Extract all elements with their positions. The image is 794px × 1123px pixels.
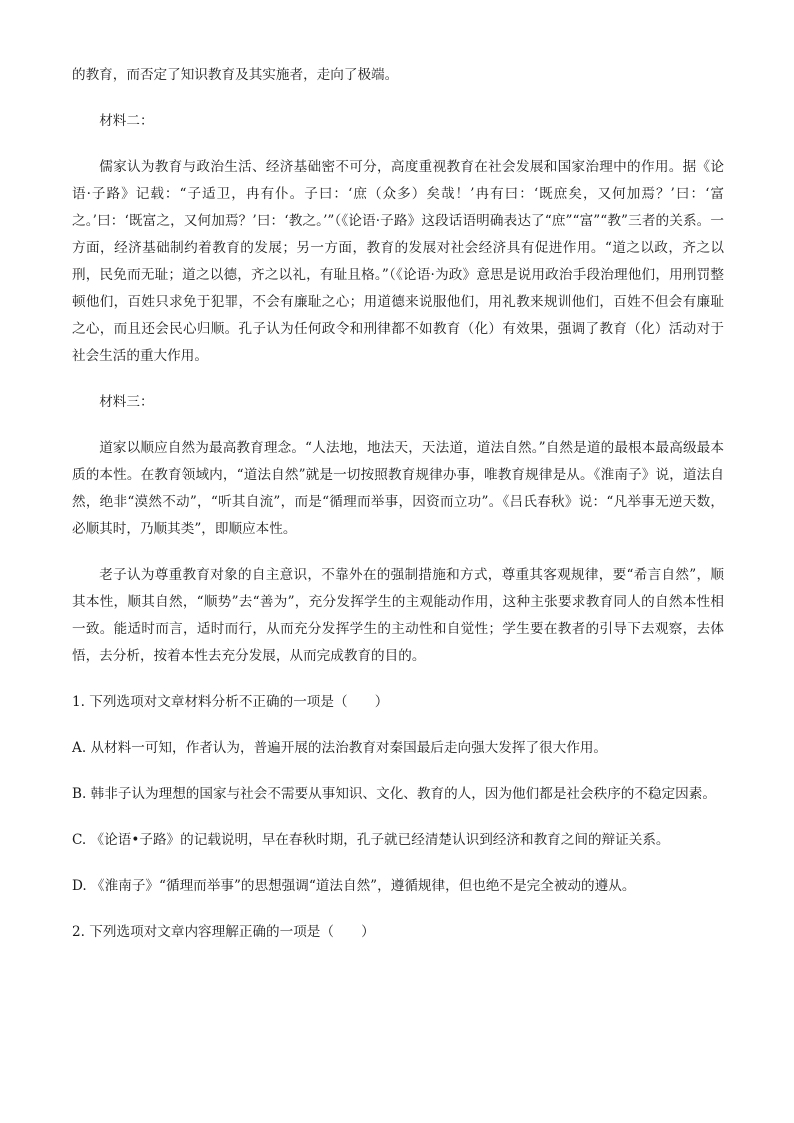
document-page bbox=[72, 62, 724, 946]
question1-option-b: B. 韩非子认为理想的国家与社会不需要从事知识、文化、教育的人，因为他们都是社会秩序的不稳定因素。 bbox=[72, 786, 716, 802]
material3-heading: 材料三： bbox=[99, 394, 154, 410]
question1-stem: 1. 下列选项对文章材料分析不正确的一项是（ ） bbox=[72, 694, 389, 710]
material2-body: 儒家认为教育与政治生活、经济基础密不可分，高度重视教育在社会发展和国家治理中的作用。据《论语·子路》记载：“子适卫，冉有仆。子曰：‘庶（众多）矣哉！’冉有曰：‘既庶矣，又何加焉？’曰：‘富之。’曰：‘既富之，又何加焉？’曰：‘教之。’”（《论语·子路》这段话语明确表达了“庶”“富”“教”三者的关系。一方面，经济基础制约着教育的发展；另一方面，教育的发展对社会经济具有促进作用。“道之以政，齐之以刑，民免而无耻；道之以德，齐之以礼，有耻且格。”（《论语·为政》意思是说用政治手段治理他们，用刑罚整顿他们，百姓只求免于犯罪，不会有廉耻之心；用道德来说服他们，用礼教来规训他们，百姓不但会有廉耻之心，而且还会民心归顺。孔子认为任何政令和刑律都不如教育（化）有效果，强调了教育（化）活动对于社会生活的重大作用。 bbox=[72, 159, 724, 364]
question1-option-c: C. 《论语•子路》的记载说明，早在春秋时期，孔子就已经清楚认识到经济和教育之间的辩证关系。 bbox=[72, 832, 670, 848]
material3-body-1: 道家以顺应自然为最高教育理念。“人法地，地法天，天法道，道法自然。”自然是道的最根本最高级最本质的本性。在教育领域内，“道法自然”就是一切按照教育规律办事，唯教育规律是从。《淮南子》说，道法自然，绝非“漠然不动”，“听其自流”，而是“循理而举事，因资而立功”。《吕氏春秋》说：“凡举事无逆天数，必顺其时，乃顺其类”，即顺应本性。 bbox=[72, 440, 724, 537]
question1-option-d: D. 《淮南子》“循理而举事”的思想强调“道法自然”，遵循规律，但也绝不是完全被动的遵从。 bbox=[72, 878, 636, 894]
question2-stem: 2. 下列选项对文章内容理解正确的一项是（ ） bbox=[72, 924, 375, 940]
intro-tail-paragraph: 的教育，而否定了知识教育及其实施者，走向了极端。 bbox=[72, 67, 399, 83]
material2-heading: 材料二： bbox=[99, 113, 154, 129]
question1-option-a: A. 从材料一可知，作者认为，普遍开展的法治教育对秦国最后走向强大发挥了很大作用。 bbox=[72, 740, 608, 756]
material3-body-2: 老子认为尊重教育对象的自主意识，不靠外在的强制措施和方式，尊重其客观规律，要“希言自然”，顺其本性，顺其自然，“顺势”去“善为”，充分发挥学生的主观能动作用，这种主张要求教育同人的自然本性相一致。能适时而言，适时而行，从而充分发挥学生的主动性和自觉性；学生要在教者的引导下去观察，去体悟，去分析，按着本性去充分发展，从而完成教育的目的。 bbox=[72, 567, 724, 664]
